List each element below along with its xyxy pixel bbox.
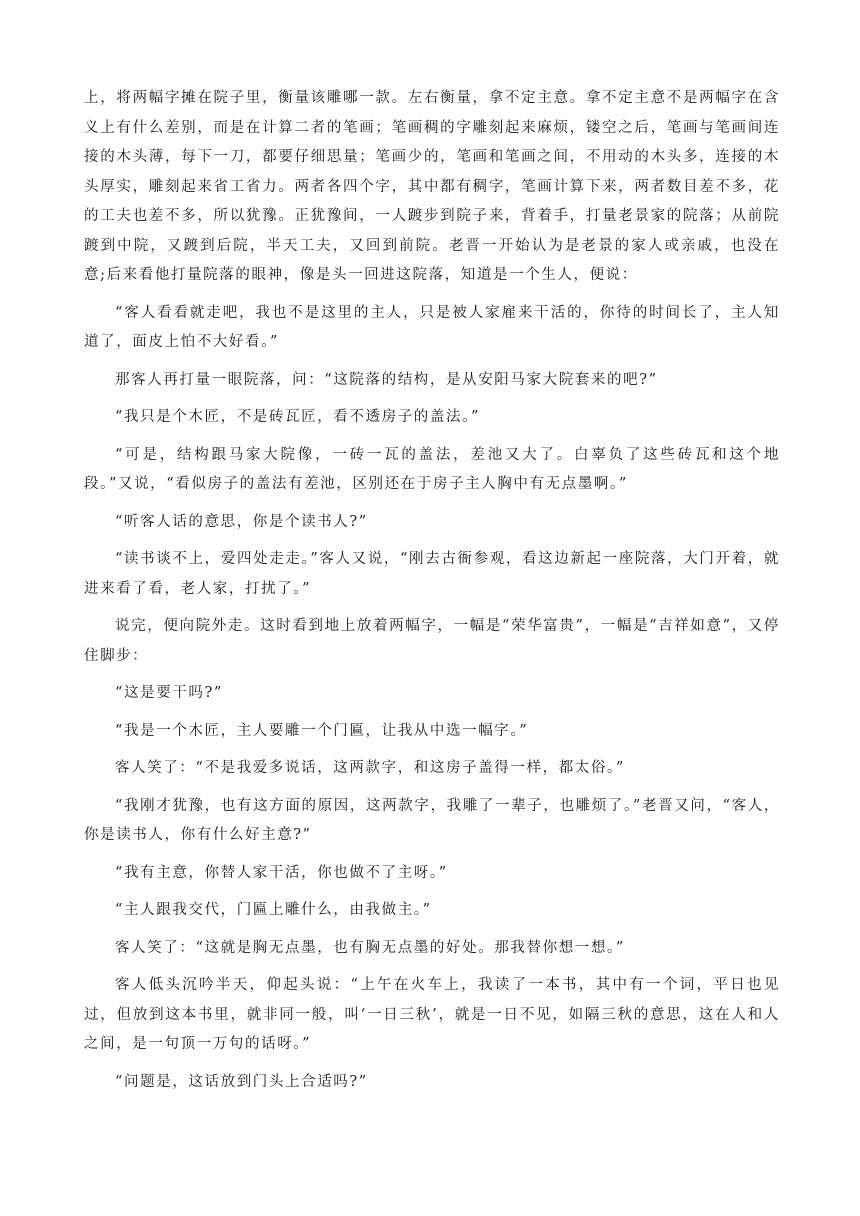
paragraph-dialogue: 客人笑了：“这就是胸无点墨，也有胸无点墨的好处。那我替你想一想。” — [115, 939, 625, 956]
paragraph-dialogue: 客人低头沉吟半天，仰起头说：“上午在火车上，我读了一本书，其中有一个词，平日也见过，但放到这本书里，就非同一般，叫‘一日三秋’，就是一日不见，如隔三秋的意思，这在人和人之间，是一句顶一万句的话呀。” — [84, 977, 780, 1052]
paragraph-dialogue: “我刚才犹豫，也有这方面的原因，这两款字，我雕了一辈子，也雕烦了。”老晋又问，“客人，你是读书人，你有什么好主意?” — [84, 797, 780, 843]
paragraph-narration: 说完，便向院外走。这时看到地上放着两幅字，一幅是“荣华富贵”，一幅是“吉祥如意”，又停住脚步： — [84, 618, 780, 664]
paragraph-narration-opening: 上，将两幅字摊在院子里，衡量该雕哪一款。左右衡量，拿不定主意。拿不定主意不是两幅字在含义上有什么差别，而是在计算二者的笔画；笔画稠的字雕刻起来麻烦，镂空之后，笔画与笔画间连接的木头薄，每下一刀，都要仔细思量；笔画少的，笔画和笔画之间，不用动的木头多，连接的木头厚实，雕刻起来省工省力。两者各四个字，其中都有稠字，笔画计算下来，两者数目差不多，花的工夫也差不多，所以犹豫。正犹豫间，一人踱步到院子来，背着手，打量老景家的院落；从前院踱到中院，又踱到后院，半天工夫，又回到前院。老晋一开始认为是老景的家人或亲戚，也没在意;后来看他打量院落的眼神，像是头一回进这院落，知道是一个生人，便说： — [84, 90, 780, 283]
paragraph-dialogue: “客人看看就走吧，我也不是这里的主人，只是被人家雇来干活的，你待的时间长了，主人知道了，面皮上怕不大好看。” — [84, 304, 780, 350]
paragraph-dialogue: “读书谈不上，爱四处走走。”客人又说，“刚去古衙参观，看这边新起一座院落，大门开着，就进来看了看，老人家，打扰了。” — [84, 551, 780, 597]
paragraph-dialogue: “问题是，这话放到门头上合适吗?” — [115, 1073, 368, 1090]
paragraph-dialogue: “主人跟我交代，门匾上雕什么，由我做主。” — [115, 902, 432, 918]
paragraph-dialogue: “听客人话的意思，你是个读书人?” — [115, 513, 368, 530]
paragraph-dialogue: “我是一个木匠，主人要雕一个门匾，让我从中选一幅字。” — [115, 722, 529, 739]
paragraph-dialogue: 客人笑了：“不是我爱多说话，这两款字，和这房子盖得一样，都太俗。” — [115, 760, 625, 776]
paragraph-dialogue: “我有主意，你替人家干活，你也做不了主呀。” — [115, 864, 448, 881]
paragraph-dialogue: “可是，结构跟马家大院像，一砖一瓦的盖法，差池又大了。白辜负了这些砖瓦和这个地段。”又说，“看似房子的盖法有差池，区别还在于房子主人胸中有无点墨啊。” — [84, 446, 780, 492]
paragraph-dialogue: “我只是个木匠，不是砖瓦匠，看不透房子的盖法。” — [115, 409, 480, 425]
paragraph-dialogue: “这是要干吗?” — [115, 685, 223, 701]
paragraph-dialogue: 那客人再打量一眼院落，问：“这院落的结构，是从安阳马家大院套来的吧?” — [115, 371, 658, 388]
